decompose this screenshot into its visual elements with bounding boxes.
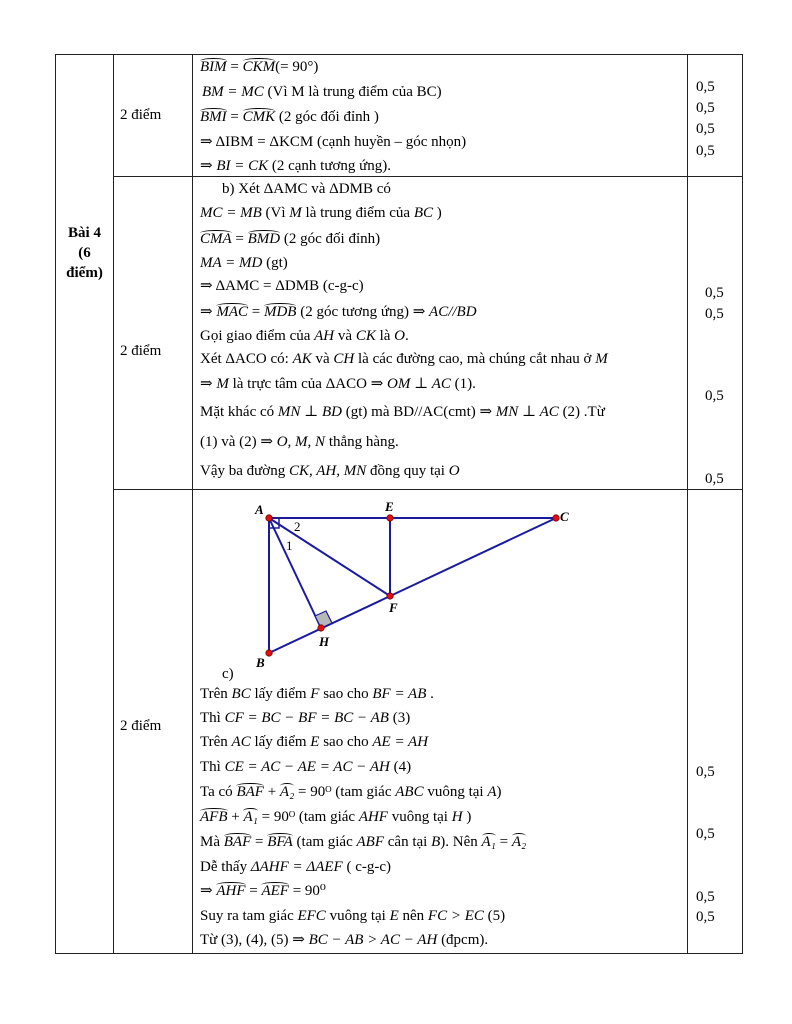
row1-line2: BM = MC (Vì M là trung điểm của BC) [202, 84, 442, 100]
label-a: A [255, 502, 264, 517]
segment-bc [269, 518, 556, 653]
row3-line1: Trên BC lấy điểm F sao cho BF = AB . [200, 686, 434, 702]
row3-line4: Thì CE = AC − AE = AC − AH (4) [200, 759, 412, 775]
row3-line10: Suy ra tam giác EFC vuông tại E nên FC > EC (5) [200, 908, 506, 924]
table-bottom-border [55, 953, 743, 954]
row3-line2: Thì CF = BC − BF = BC − AB (3) [200, 710, 411, 726]
row2-line9: ⇒ M là trực tâm của ΔACO ⇒ OM ⊥ AC (1). [200, 376, 476, 392]
row2-line1: b) Xét ΔAMC và ΔDMB có [222, 181, 391, 197]
row2-line11: (1) và (2) ⇒ O, M, N thẳng hàng. [200, 434, 399, 450]
row3-line5: Ta có BAF + A₂ = 90ᴼ (tam giác ABC vuông tại A) [200, 784, 502, 800]
row3-score-4: 0,5 [696, 909, 715, 925]
row2-line7: Gọi giao điểm của AH và CK là O. [200, 328, 409, 344]
point-a [266, 515, 272, 521]
row1-score-4: 0,5 [696, 143, 715, 159]
point-c [553, 515, 559, 521]
row3-line6: AFB + A₁ = 90ᴼ (tam giác AHF vuông tại H ) [200, 809, 472, 825]
row3-line0: c) [222, 666, 234, 682]
row3-line3: Trên AC lấy điểm E sao cho AE = AH [200, 734, 429, 750]
point-b [266, 650, 272, 656]
table-left-border [55, 54, 56, 954]
row2-line12: Vậy ba đường CK, AH, MN đồng quy tại O [200, 463, 460, 479]
problem-label [56, 223, 113, 283]
problem-label-line1: Bài 4 [68, 225, 101, 241]
row3-line11: Từ (3), (4), (5) ⇒ BC − AB > AC − AH (đpcm). [200, 932, 489, 948]
row-divider-1 [113, 176, 743, 177]
row3-score-3: 0,5 [696, 889, 715, 905]
row2-line2: MC = MB (Vì M là trung điểm của BC ) [200, 205, 442, 221]
column-divider-3 [687, 54, 688, 954]
row1-score-1: 0,5 [696, 79, 715, 95]
row1-line1: BIM = CKM(= 90°) [200, 59, 319, 75]
row2-score-3: 0,5 [705, 388, 724, 404]
table-right-border [742, 54, 743, 954]
row1-score-3: 0,5 [696, 121, 715, 137]
row3-line9: ⇒ AHF = AEF = 90⁰ [200, 883, 326, 899]
row2-line3: CMA = BMD (2 góc đối đỉnh) [200, 231, 381, 247]
row3-line8: Dễ thấy ΔAHF = ΔAEF ( c-g-c) [200, 859, 391, 875]
row2-line6: ⇒ MAC = MDB (2 góc tương ứng) ⇒ AC//BD [200, 304, 477, 320]
point-h [318, 625, 324, 631]
row2-line8: Xét ΔACO có: AK và CH là các đường cao, mà chúng cắt nhau ở M [200, 351, 608, 367]
row2-line10: Mặt khác có MN ⊥ BD (gt) mà BD//AC(cmt) ⇒ MN ⊥ AC (2) .Từ [200, 404, 605, 420]
label-e: E [385, 499, 394, 514]
row1-score-2: 0,5 [696, 100, 715, 116]
point-e [387, 515, 393, 521]
row3-line7: Mà BAF = BFA (tam giác ABF cân tại B). Nên A₁ = A₂ [200, 834, 527, 850]
geometry-figure [193, 490, 687, 680]
label-b: B [256, 655, 265, 670]
column-divider-1 [113, 54, 114, 954]
row2-line5: ⇒ ΔAMC = ΔDMB (c-g-c) [200, 278, 364, 294]
point-f [387, 593, 393, 599]
label-h: H [319, 634, 330, 649]
row2-line4: MA = MD (gt) [200, 255, 288, 271]
row2-score-4: 0,5 [705, 471, 724, 487]
row3-points: 2 điểm [120, 718, 162, 734]
table-top-border [55, 54, 743, 55]
label-angle-1: 1 [286, 538, 293, 553]
row1-line3: BMI = CMK (2 góc đối đỉnh ) [200, 109, 379, 125]
row2-score-2: 0,5 [705, 306, 724, 322]
problem-label-line3: điểm) [66, 265, 103, 281]
row2-points: 2 điểm [120, 343, 162, 359]
problem-label-line2: (6 [78, 245, 91, 261]
label-c: C [560, 509, 569, 524]
row1-points: 2 điểm [120, 107, 162, 123]
row3-score-2: 0,5 [696, 826, 715, 842]
row1-line5: ⇒ BI = CK (2 cạnh tương ứng). [200, 158, 392, 174]
row3-score-1: 0,5 [696, 764, 715, 780]
label-angle-2: 2 [294, 519, 301, 534]
label-f: F [389, 600, 398, 615]
row1-line4: ⇒ ΔIBM = ΔKCM (cạnh huyền – góc nhọn) [200, 134, 467, 150]
row2-score-1: 0,5 [705, 285, 724, 301]
